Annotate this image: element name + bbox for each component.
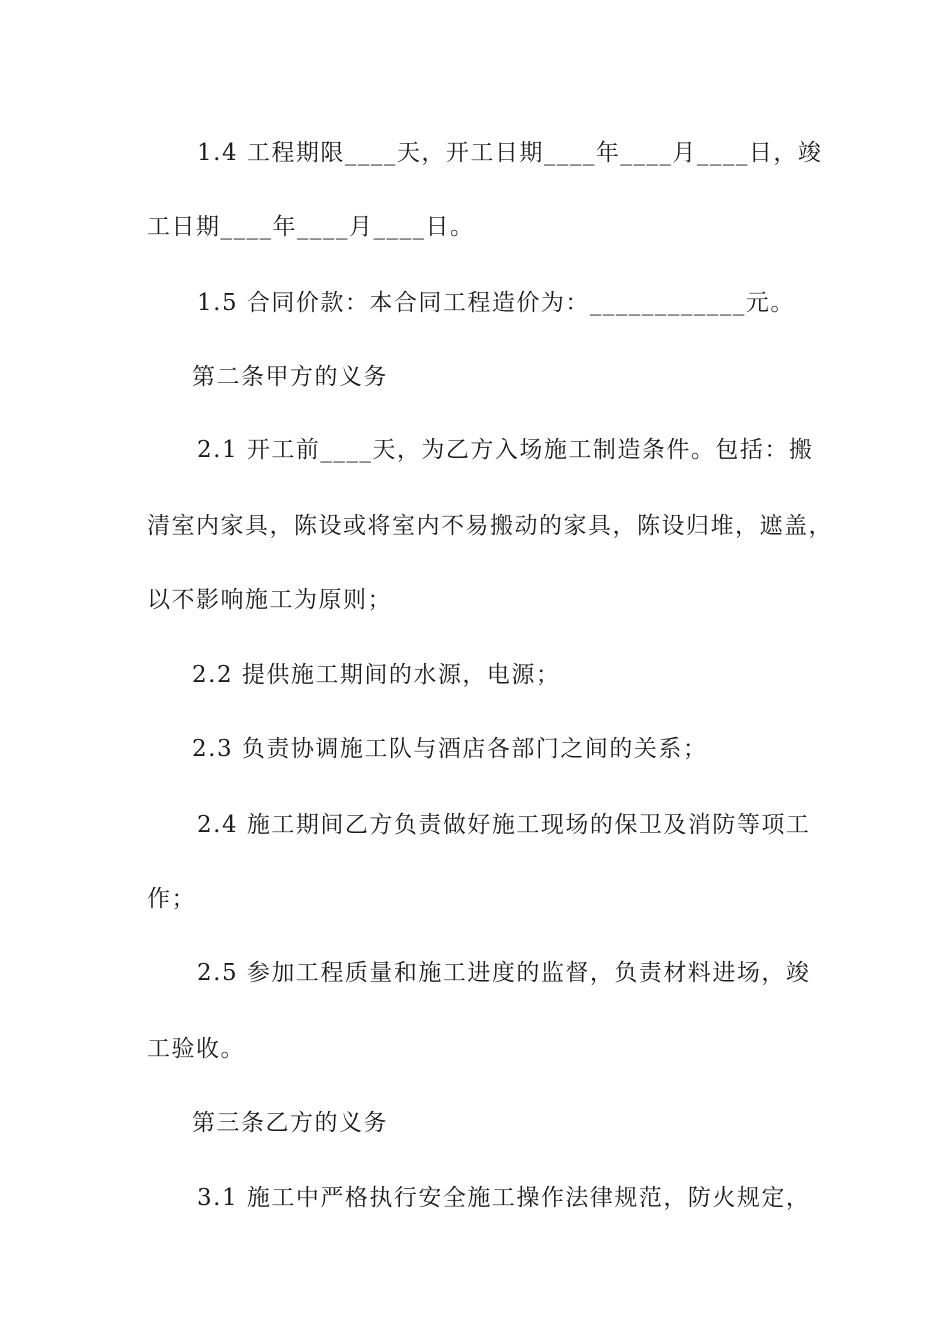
section-heading-2: 第二条甲方的义务 [192,364,388,390]
clause-2-5-line-2: 工验收。 [147,1036,245,1062]
clause-1-4-line-2: 工日期____年____月____日。 [147,214,475,240]
clause-2-2: 2.2 提供施工期间的水源，电源； [192,662,561,688]
clause-3-1-line-1: 3.1 施工中严格执行安全施工操作法律规范，防火规定， [197,1185,811,1211]
clause-1-4-line-1: 1.4 工程期限____天，开工日期____年____月____日，竣 [197,140,823,166]
clause-2-3: 2.3 负责协调施工队与酒店各部门之间的关系； [192,736,708,762]
clause-2-5-line-1: 2.5 参加工程质量和施工进度的监督，负责材料进场，竣 [197,960,811,986]
clause-2-1-line-3: 以不影响施工为原则； [147,587,392,613]
clause-2-4-line-1: 2.4 施工期间乙方负责做好施工现场的保卫及消防等项工 [197,812,811,838]
clause-2-4-line-2: 作； [147,886,196,912]
clause-2-1-line-1: 2.1 开工前____天，为乙方入场施工制造条件。包括：搬 [197,437,814,463]
clause-1-5: 1.5 合同价款：本合同工程造价为：____________元。 [197,290,795,316]
section-heading-3: 第三条乙方的义务 [192,1110,388,1136]
clause-2-1-line-2: 清室内家具，陈设或将室内不易搬动的家具，陈设归堆，遮盖， [147,513,833,539]
